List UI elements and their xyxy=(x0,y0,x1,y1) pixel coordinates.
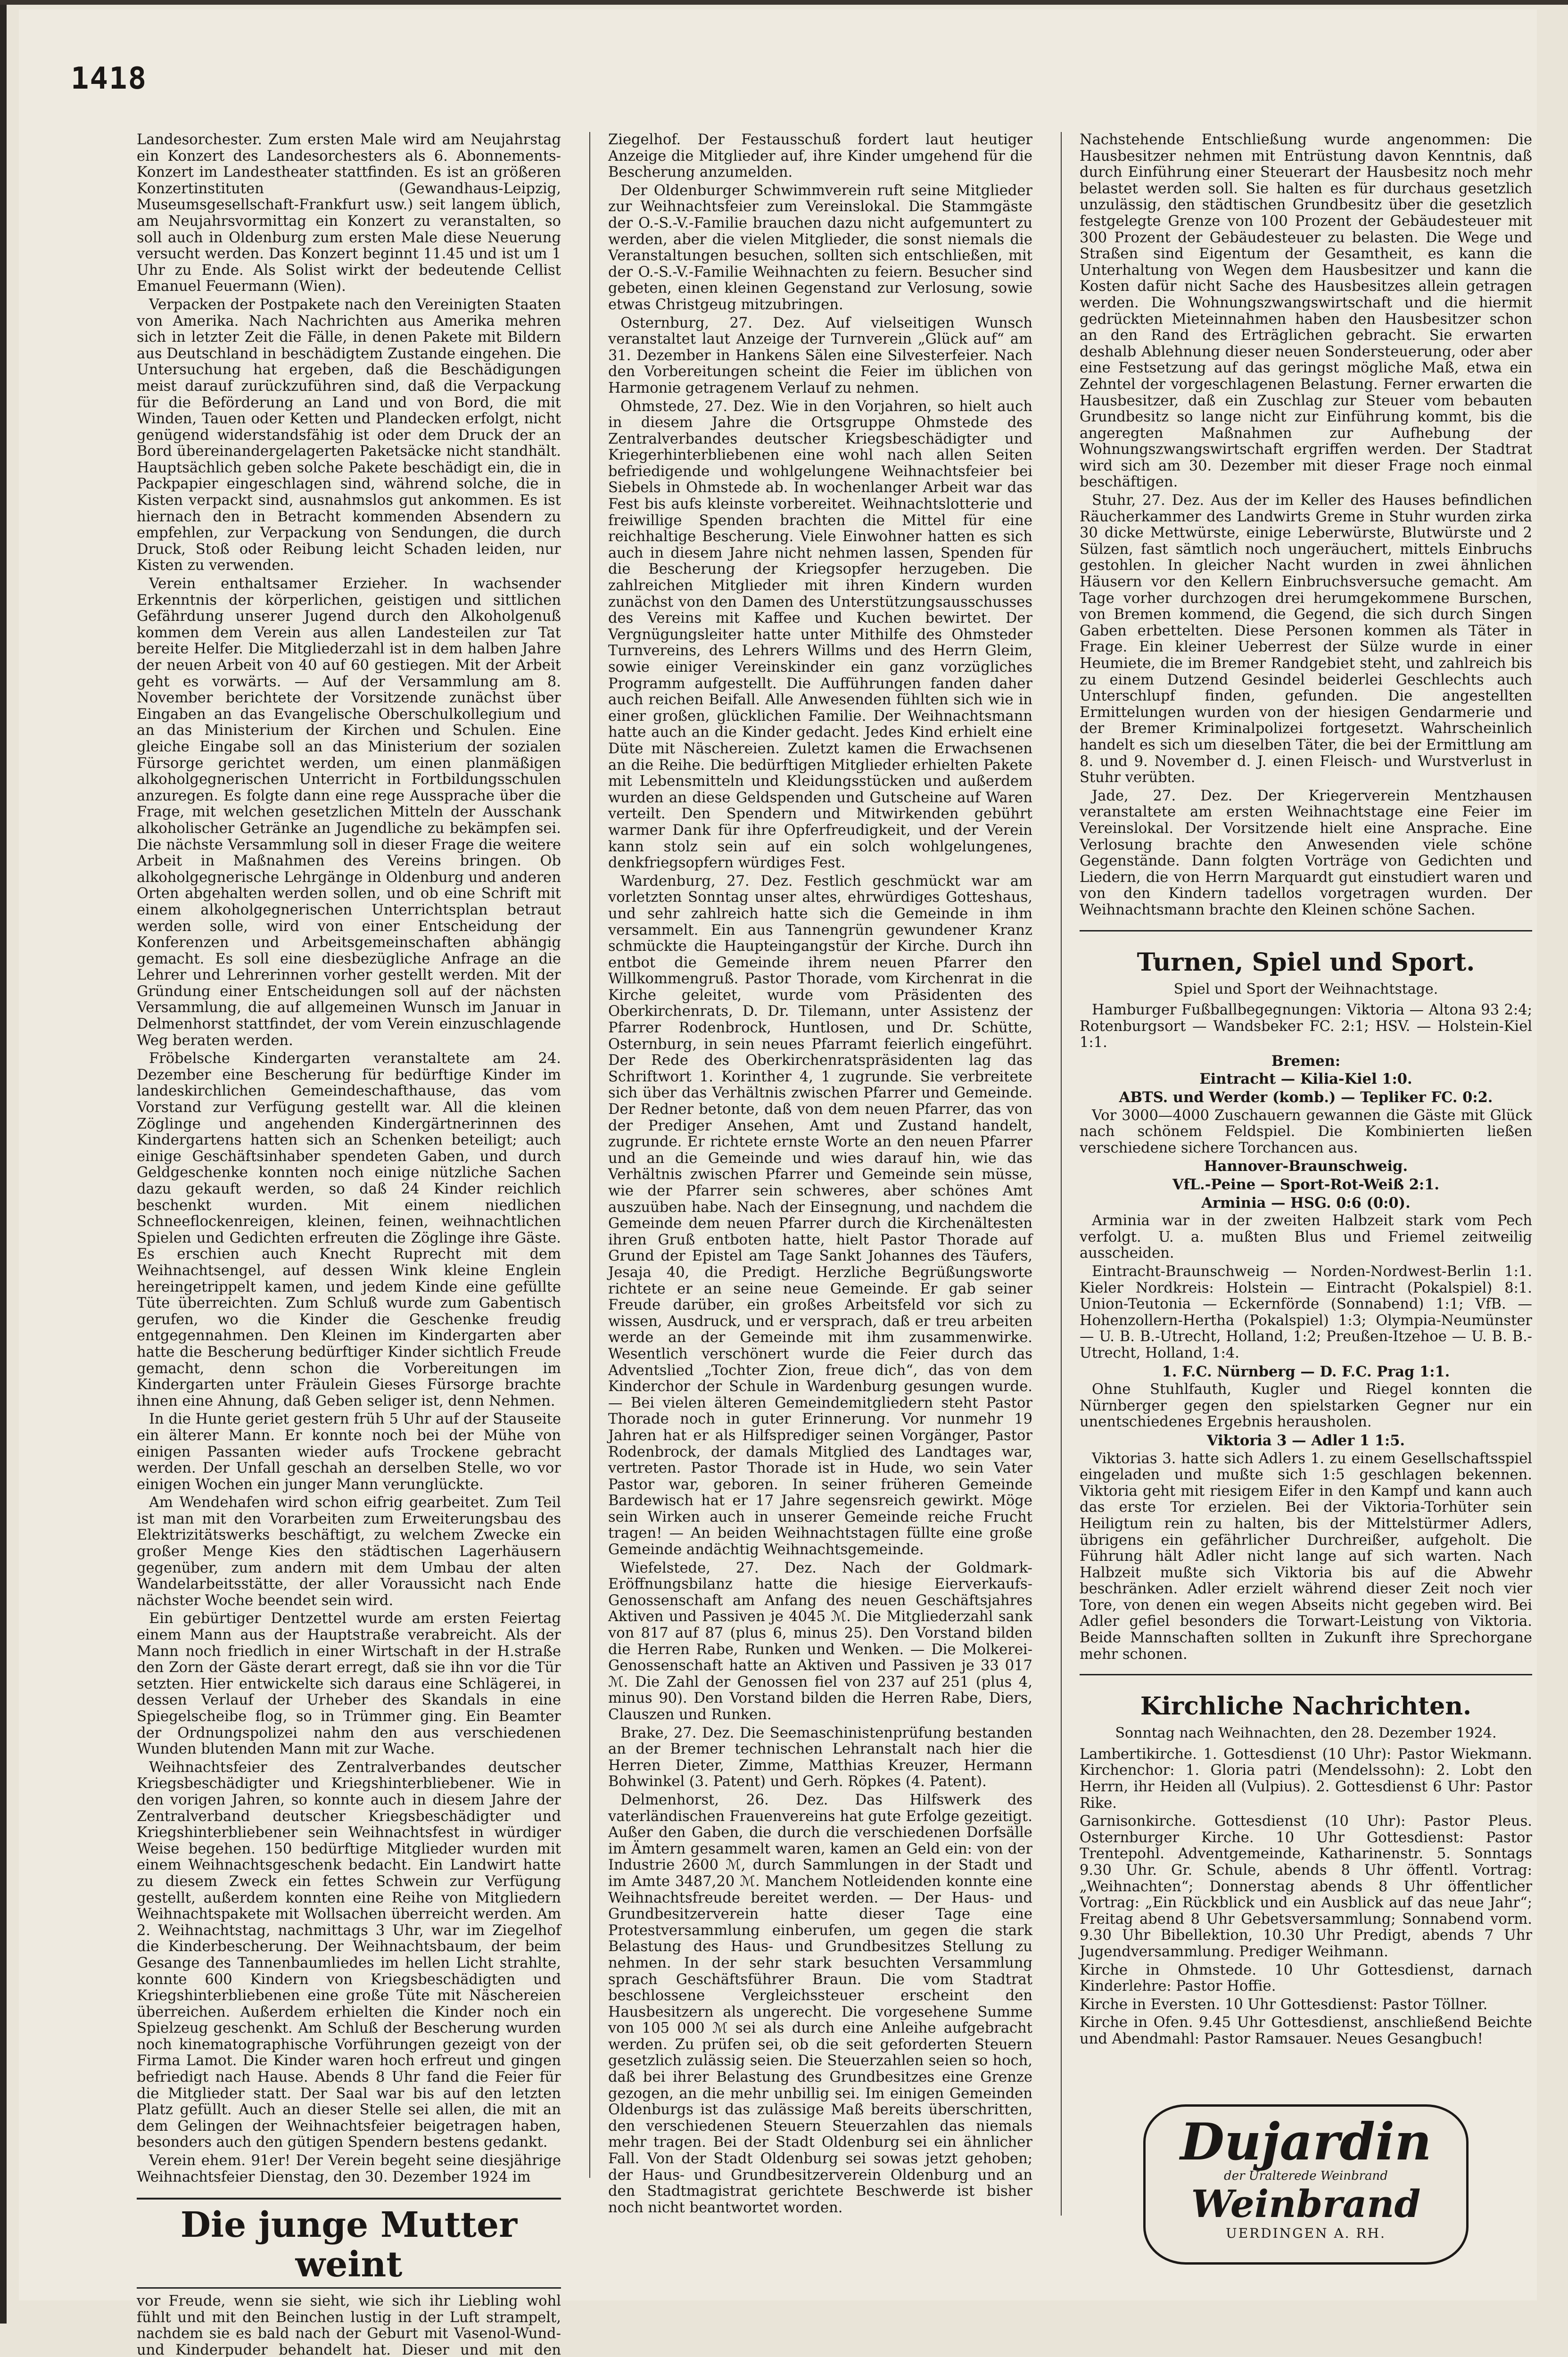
advert-city: UERDINGEN A. RH. xyxy=(1226,2225,1386,2242)
advert-product: Weinbrand xyxy=(1191,2182,1421,2226)
sport-report: Arminia war in der zweiten Halbzeit stark vom Pech verfolgt. U. a. mußten Blus und Friemel zeitweilig ausscheiden. xyxy=(1080,1212,1532,1262)
article-ziegelhof: Ziegelhof. Der Festausschuß fordert laut heutiger Anzeige die Mitglieder auf, ihre Kinder umgehend für die Bescherung anzumelden. xyxy=(608,132,1032,181)
sport-hannover-heading: Hannover-Braunschweig. xyxy=(1204,1158,1408,1175)
church-entry: Kirche in Ofen. 9.45 Uhr Gottesdienst, anschließend Beichte und Abendmahl: Pastor Ramsauer. Neues Gesangbuch! xyxy=(1080,2014,1532,2047)
section-divider xyxy=(1080,1674,1532,1675)
article-hunte: In die Hunte geriet gestern früh 5 Uhr auf der Stauseite ein älterer Mann. Er konnte noch bei der Mühe von einigen Passanten wieder aufs Trockene gebracht werden. Der Unfall geschah an derselben Stelle, wo vor einigen Wochen ein junger Mann verunglückte. xyxy=(137,1411,561,1493)
article-ohmstede: Ohmstede, 27. Dez. Wie in den Vorjahren, so hielt auch in diesem Jahre die Ortsgruppe Ohmstede des Zentralverbandes deutscher Kriegsbeschädigter und Kriegerhinterbliebenen eine wohl nach allen Seiten befriedigende und wohlgelungene Weihnachtsfeier bei Siebels in Ohmstede ab. In wochenlanger Arbeit war das Fest bis aufs kleinste vorbereitet. Weihnachtslotterie und freiwillige Spenden brachten die Mittel für eine reichhaltige Bescherung. Viele Einwohner hatten es sich auch in diesem Jahre nicht nehmen lassen, Spenden für die Bescherung der Kriegsopfer herzugeben. Die zahlreichen Mitglieder mit ihren Kindern wurden zunächst von den Damen des Unterstützungsausschusses des Vereins mit Kaffee und Kuchen bewirtet. Der Vergnügungsleiter hatte unter Mithilfe des Ohmsteder Turnvereins, des Lehrers Willms und des Herrn Gleim, sowie einiger Vereinskinder ein ganz vorzügliches Programm aufgestellt. Die Aufführungen fanden daher auch reichen Beifall. Alle Anwesenden fühlten sich wie in einer großen, glücklichen Familie. Der Weihnachtsmann hatte auch an die Kinder gedacht. Jedes Kind erhielt eine Düte mit Näschereien. Zuletzt kamen die Erwachsenen an die Reihe. Die bedürftigen Mitglieder erhielten Pakete mit Lebensmitteln und Kleidungsstücken und außerdem wurden an diese Geldspenden und Gutscheine auf Waren verteilt. Den Spendern und Mitwirkenden gebührt warmer Dank für ihre Opferfreudigkeit, und der Verein kann stolz sein auf ein solch wohlgelungenes, denkfriegsopfern würdiges Fest. xyxy=(608,398,1032,872)
article-zentralverband: Weihnachtsfeier des Zentralverbandes deutscher Kriegsbeschädigter und Kriegshinterbliebener. Wie in den vorigen Jahren, so konnte auch in diesem Jahre der Zentralverband deutscher Kriegsbeschädigter und Kriegshinterbliebener sein Weihnachtsfest in würdiger Weise begehen. 150 bedürftige Mitglieder wurden mit einem Weihnachtsgeschenk bedacht. Ein Landwirt hatte zu diesem Zweck ein fettes Schwein zur Verfügung gestellt, außerdem konnten eine Reihe von Mitgliedern Weihnachtspakete mit Wollsachen überreicht werden. Am 2. Weihnachtstag, nachmittags 3 Uhr, war im Ziegelhof die Kinderbescherung. Der Weihnachtsbaum, der beim Gesange des Tannenbaumliedes im hellen Licht strahlte, konnte 600 Kindern von Kriegsbeschädigten und Kriegshinterbliebenen eine große Tüte mit Näschereien überreichen. Außerdem erhielten die Kinder noch ein Spielzeug geschenkt. Am Schluß der Bescherung wurden noch kinematographische Vorführungen gezeigt von der Firma Lamot. Die Kinder waren hoch erfreut und gingen befriedigt nach Hause. Abends 8 Uhr fand die Feier für die Mitglieder statt. Der Saal war bis auf den letzten Platz gefüllt. Auch an dieser Stelle sei allen, die mit an dem Gelingen der Weihnachtsfeier beigetragen haben, besonders auch den gütigen Spendern bestens gedankt. xyxy=(137,1759,561,2151)
advert-headline-box xyxy=(137,2198,561,2289)
sport-report: Ohne Stuhlfauth, Kugler und Riegel konnten die Nürnberger gegen den spielstarken Gegner nur ein unentschiedenes Ergebnis herausholen. xyxy=(1080,1381,1532,1431)
sport-report: Vor 3000—4000 Zuschauern gewannen die Gäste mit Glück nach schönem Feldspiel. Die Kombinierten ließen verschiedene sichere Torchancen aus. xyxy=(1080,1107,1532,1156)
article-delmenhorst: Delmenhorst, 26. Dez. Das Hilfswerk des vaterländischen Frauenvereins hat gute Erfolge gezeitigt. Außer den Gaben, die durch die verschiedenen Dorfsälle im Ämtern gesammelt waren, kamen an Geld ein: von der Industrie 2600 ℳ, durch Sammlungen in der Stadt und im Amte 3487,20 ℳ. Manchem Notleidenden konnte eine Weihnachtsfreude bereitet werden. — Der Haus- und Grundbesitzerverein hatte dieser Tage eine Protestversammlung einberufen, um gegen die stark Belastung des Haus- und Grundbesitzes Stellung zu nehmen. In der sehr stark besuchten Versammlung sprach Geschäftsführer Braun. Die vom Stadtrat beschlossene Vergleichssteuer erscheint den Hausbesitzern als ungerecht. Die vorgesehene Summe von 105 000 ℳ sei als durch eine Anleihe aufgebracht werden. Zu prüfen sei, ob die seit geforderten Steuern gesetzlich zulässig seien. Die Steuerzahlen seien so hoch, daß bei ihrer Belastung des Grundbesitzes eine Grenze gezogen, an die mehr unbillig sei. Im einigen Gemeinden Oldenburgs ist das zulässige Maß bereits überschritten, den verschiedenen Steuern Steuerzahlen das niemals mehr tragen. Bei der Stadt Oldenburg sei ein ähnlicher Fall. Von der Stadt Oldenburg sei sowas jetzt gehoben; der Haus- und Grundbesitzerverein Oldenburg und an den Stadtmagistrat gerichtete Beschwerde ist bisher noch nicht beantwortet worden. xyxy=(608,1791,1032,2216)
article-entschliessung: Nachstehende Entschließung wurde angenommen: Die Hausbesitzer nehmen mit Entrüstung davon Kenntnis, daß durch Einführung einer Steuerart der Hausbesitz noch mehr belastet werden soll. Sie halten es für durchaus gesetzlich unzulässig, den städtischen Grundbesitz über die gesetzlich festgelegte Grenze von 100 Prozent der Gebäudesteuer mit 300 Prozent der Gebäudesteuer zu belasten. Die Wege und Straßen sind Eigentum der Gesamtheit, es kann die Unterhaltung von Wegen dem Hausbesitzer und kann die Kosten dafür nicht Sache des Hausbesitzes allein getragen werden. Die Wohnungszwangswirtschaft und die hiermit gedrückten Mieteinnahmen haben den Hausbesitzer schon an den Rand des Erträglichen gebracht. Sie erwarten deshalb Ablehnung dieser neuen Sondersteuerung, oder aber eine Festsetzung auf das geringst mögliche Maß, etwa ein Zehntel der vorgeschlagenen Belastung. Ferner erwarten die Hausbesitzer, daß ein Zuschlag zur Steuer vom bebauten Grundbesitz so lange nicht zur Einführung kommt, bis die angeregten Maßnahmen zur Aufhebung der Wohnungszwangswirtschaft ergriffen werden. Der Stadtrat wird sich am 30. Dezember mit dieser Frage noch einmal beschäftigen. xyxy=(1080,132,1532,491)
article-wendehafen: Am Wendehafen wird schon eifrig gearbeitet. Zum Teil ist man mit den Vorarbeiten zum Erweiterungsbau des Elektrizitätswerks beschäftigt, zu welchem Zwecke ein großer Menge Kies den städtischen Lagerhäusern gegenüber, zum andern mit dem Umbau der alten Wandelarbeitsstätte, der aller Voraussicht nach Ende nächster Woche beendet sein wird. xyxy=(137,1494,561,1609)
article-schwimmverein: Der Oldenburger Schwimmverein ruft seine Mitglieder zur Weihnachtsfeier zum Vereinslokal. Die Stammgäste der O.-S.-V.-Familie brauchen dazu nicht aufgemuntert zu werden, aber die vielen Mitglieder, die sonst niemals die Veranstaltungen besuchen, sollten sich entschließen, mit der O.-S.-V.-Familie Weihnachten zu feiern. Besucher sind gebeten, einen kleinen Gegenstand zur Verlosung, sowie etwas Christgeug mitzubringen. xyxy=(608,182,1032,313)
sport-result: ABTS. und Werder (komb.) — Tepliker FC. 0:2. xyxy=(1119,1089,1493,1106)
sport-result: 1. F.C. Nürnberg — D. F.C. Prag 1:1. xyxy=(1162,1363,1450,1380)
advert-headline: Die junge Mutter weint xyxy=(180,2205,518,2285)
article-kindergarten: Fröbelsche Kindergarten veranstaltete am 24. Dezember eine Bescherung für bedürftige Kinder im landeskirchlichen Gemeindeschafthause, das vom Vorstand zur Verfügung gestellt war. All die kleinen Zöglinge und angehenden Kindergärtnerinnen des Kindergartens hatten sich an Schenken beteiligt; auch einige Geschäftsinhaber spendeten Gaben, und durch Geldgeschenke konnten noch einige nützliche Sachen dazu gekauft werden, so daß 24 Kinder reichlich beschenkt wurden. Mit einem niedlichen Schneeflockenreigen, kleinen, feinen, weihnachtlichen Spielen und Gedichten erfreuten die Zöglinge ihre Gäste. Es erschien auch Knecht Ruprecht mit dem Weihnachtsengel, auf dessen Wink kleine Englein hereingetrippelt kamen, und jedem Kinde eine gefüllte Tüte überreichten. Zum Schluß wurde zum Gabentisch gerufen, wo die Kinder die Geschenke freudig entgegennahmen. Den Kleinen im Kindergarten aber hatte die Bescherung bedürftiger Kinder sichtlich Freude gemacht, denn schon die Vorbereitungen im Kindergarten unter Fräulein Gieses Fürsorge brachte ihnen eine Ahnung, daß Geben seliger ist, denn Nehmen. xyxy=(137,1050,561,1409)
advert-text: vor Freude, wenn sie sieht, wie sich ihr Liebling wohl fühlt und mit den Beinchen lustig in der Luft strampelt, nachdem sie es bald nach der Geburt mit Vasenol-Wund- und Kinderpuder behandelt hat. Dieser und mit den xyxy=(137,2293,561,2357)
article-landesorchester: Landesorchester. Zum ersten Male wird am Neujahrstag ein Konzert des Landesorchesters als 6. Abonnements-Konzert im Landestheater stattfinden. Es ist an größeren Konzertinstituten (Gewandhaus-Leipzig, Museumsgesellschaft-Frankfurt usw.) seit langem üblich, am Neujahrsvormittag ein Konzert zu veranstalten, so soll auch in Oldenburg zum ersten Male diese Neuerung versucht werden. Das Konzert beginnt 11.45 und ist um 1 Uhr zu Ende. Als Solist wirkt der bedeutende Cellist Emanuel Feuermann (Wien). xyxy=(137,132,561,295)
scan-edge xyxy=(0,0,7,2324)
column-rule xyxy=(1061,132,1062,2216)
article-wiefelstede: Wiefelstede, 27. Dez. Nach der Goldmark-Eröffnungsbilanz hatte die hiesige Eierverkaufs-Genossenschaft am Anfang des neuen Geschäftsjahres Aktiven und Passiven je 4045 ℳ. Die Mitgliederzahl sank von 817 auf 87 (plus 6, minus 25). Den Vorstand bilden die Herren Rabe, Runken und Wenken. — Die Molkerei-Genossenschaft hatte an Aktiven und Passiven je 33 017 ℳ. Die Zahl der Genossen fiel von 237 auf 251 (plus 4, minus 90). Den Vorstand bilden die Herren Rabe, Diers, Clauszen und Runken. xyxy=(608,1559,1032,1723)
article-wardenburg: Wardenburg, 27. Dez. Festlich geschmückt war am vorletzten Sonntag unser altes, ehrwürdiges Gotteshaus, und sehr zahlreich hatte sich die Gemeinde in ihm versammelt. Ein aus Tannengrün gewundener Kranz schmückte die Haupteingangstür der Kirche. Durch ihn entbot die Gemeinde ihrem neuen Pfarrer den Willkommengruß. Pastor Thorade, vom Kirchenrat in die Kirche geleitet, wurde vom Präsidenten des Oberkirchenrats, D. Dr. Tilemann, unter Assistenz der Pfarrer Rodenbrock, Huntlosen, und Dr. Schütte, Osternburg, in sein neues Pfarramt feierlich eingeführt. Der Rede des Oberkirchenratspräsidenten lag das Schriftwort 1. Korinther 4, 1 zugrunde. Sie verbreitete sich über das Verhältnis zwischen Pfarrer und Gemeinde. Der Redner betonte, daß von dem neuen Pfarrer, das von der Prediger Ansehen, Amt und Zustand handelt, zugrunde. Er richtete ernste Worte an den neuen Pfarrer und an die Gemeinde und wies darauf hin, wie das Verhältnis zwischen Pfarrer und Gemeinde sein müsse, wie der Pfarrer sein schweres, aber schönes Amt auszuüben habe. Nach der Einsegnung, und nachdem die Gemeinde dem neuen Pfarrer durch die Kirchenältesten ihren Gruß entboten hatte, hielt Pastor Thorade auf Grund der Epistel am Tage Sankt Johannes des Täufers, Jesaja 40, die Predigt. Herzliche Begrüßungsworte richtete er an seine neue Gemeinde. Er gab seiner Freude darüber, ein großes Arbeitsfeld vor sich zu wissen, Ausdruck, und er versprach, daß er treu arbeiten werde an der Gemeinde mit ihm zusammenwirke. Wesentlich verschönert wurde die Feier durch das Adventslied „Tochter Zion, freue dich“, das von dem Kinderchor der Schule in Wardenburg gesungen wurde. — Bei vielen älteren Gemeindemitgliedern steht Pastor Thorade noch in guter Erinnerung. Vor nunmehr 19 Jahren hat er als Hilfsprediger seinen Vorgänger, Pastor Rodenbrock, der damals Mitglied des Landtages war, vertreten. Pastor Thorade ist in Hude, wo sein Vater Pastor war, geboren. In seiner früheren Gemeinde Bardewisch hat er 17 Jahre segensreich gewirkt. Möge sein Wirken auch in unserer Gemeinde reiche Frucht tragen! — An beiden Weihnachtstagen füllte eine große Gemeinde andächtig Weihnachtsgemeinde. xyxy=(608,873,1032,1558)
church-entry: Kirche in Eversten. 10 Uhr Gottesdienst: Pastor Töllner. xyxy=(1080,1996,1488,2013)
church-entry: Lambertikirche. 1. Gottesdienst (10 Uhr): Pastor Wiekmann. Kirchenchor: 1. Gloria patri (Mendelssohn): 2. Lobt den Herrn, ihr Heiden all (Vulpius). 2. Gottesdienst 6 Uhr: Pastor Rike. xyxy=(1080,1746,1532,1812)
column-rule xyxy=(589,132,590,2178)
article-stuhr: Stuhr, 27. Dez. Aus der im Keller des Hauses befindlichen Räucherkammer des Landwirts Greme in Stuhr wurden zirka 30 dicke Mettwürste, einige Leberwürste, Blutwürste und 2 Sülzen, fast sämtlich noch ungeräuchert, mittels Einbruchs gestohlen. In gleicher Nacht wurden in zwei ähnlichen Häusern vor den Kellern Einbruchsversuche gemacht. Am Tage vorher durchzogen drei herumgekommene Burschen, von Bremen kommend, die Gegend, die sich durch Singen Gaben erbettelten. Diese Personen kommen als Täter in Frage. Ein kleiner Ueberrest der Sülze wurde in einer Heumiete, die im Bremer Randgebiet steht, und zahlreich bis zu einem Dutzend Gesindel beiderlei Geschlechts auch Unterschlupf finden, gefunden. Die angestellten Ermittelungen wurden von der hiesigen Gendarmerie und der Bremer Kriminalpolizei fortgesetzt. Wahrscheinlich handelt es sich um dieselben Täter, die bei der Ermittlung am 8. und 9. November d. J. einen Fleisch- und Wurstverlust in Stuhr verübten. xyxy=(1080,492,1532,786)
sport-result: Viktoria 3 — Adler 1 1:5. xyxy=(1206,1432,1405,1449)
sport-result: VfL.-Peine — Sport-Rot-Weiß 2:1. xyxy=(1172,1176,1440,1194)
advert-tagline: der Uralterede Weinbrand xyxy=(1224,2168,1388,2183)
advert-brand: Dujardin xyxy=(1180,2112,1432,2172)
article-jade: Jade, 27. Dez. Der Kriegerverein Mentzhausen veranstaltete am ersten Weihnachtstage eine Feier im Vereinslokal. Der Vorsitzende hielt eine Ansprache. Eine Verlosung brachte den Anwesenden viele schöne Gegenstände. Dann folgten Vorträge von Gedichten und Liedern, die von Herrn Marquardt gut einstudiert waren und von den Kindern tadellos vorgetragen wurden. Der Weihnachtsmann brachte den Kleinen schöne Sachen. xyxy=(1080,787,1532,918)
column-2 xyxy=(608,132,1032,2218)
church-entry: Garnisonkirche. Gottesdienst (10 Uhr): Pastor Pleus. Osternburger Kirche. 10 Uhr Gottesdienst: Pastor Trentepohl. Adventgemeinde, Katharinenstr. 5. Sonntags 9.30 Uhr. Gr. Schule, abends 8 Uhr öffentl. Vortrag: „Weihnachten“; Donnerstag abends 8 Uhr öffentlicher Vortrag: „Ein Rückblick und ein Ausblick auf das neue Jahr“; Freitag abend 8 Uhr Gebetsversammlung; Sonnabend vorm. 9.30 Uhr Bibellektion, 10.30 Uhr Predigt, abends 7 Uhr Jugendversammlung. Prediger Weihmann. xyxy=(1080,1813,1532,1960)
page-number: 1418 xyxy=(71,61,148,96)
sport-result: Arminia — HSG. 0:6 (0:0). xyxy=(1201,1194,1411,1211)
newspaper-page xyxy=(19,9,1537,2357)
article-dentzettel: Ein gebürtiger Dentzettel wurde am ersten Feiertag einem Mann aus der Hauptstraße verabreicht. Als der Mann noch friedlich in einer Wirtschaft in der H.straße den Zorn der Gäste derart erregt, daß sie ihn vor die Tür setzten. Hier entwickelte sich daraus eine Schlägerei, in dessen Verlauf der Urheber des Skandals in eine Spiegelscheibe flog, so in Trümmer ging. Ein Beamter der Ordnungspolizei nahm den aus verschiedenen Wunden blutenden Mann mit zur Wache. xyxy=(137,1610,561,1758)
article-verein-91er: Verein ehem. 91er! Der Verein begeht seine diesjährige Weihnachtsfeier Dienstag, den 30. Dezember 1924 im xyxy=(137,2152,561,2185)
sport-section-subtitle: Spiel und Sport der Weihnachtstage. xyxy=(1173,981,1438,997)
sport-bremen-heading: Bremen: xyxy=(1271,1052,1341,1070)
column-3 xyxy=(1080,132,1532,2265)
church-section-subtitle: Sonntag nach Weihnachten, den 28. Dezember 1924. xyxy=(1115,1725,1497,1742)
column-1 xyxy=(137,132,561,2357)
sport-section-title: Turnen, Spiel und Sport. xyxy=(1137,948,1475,977)
article-brake: Brake, 27. Dez. Die Seemaschinistenprüfung bestanden an der Bremer technischen Lehranstalt nach hier die Herren Dieter, Zimme, Matthias Kreuzer, Hermann Bohwinkel (3. Patent) und Gerh. Röpkes (4. Patent). xyxy=(608,1724,1032,1790)
scan-edge-top xyxy=(0,0,1568,5)
article-osternburg: Osternburg, 27. Dez. Auf vielseitigen Wunsch veranstaltet laut Anzeige der Turnverein „Glück auf“ am 31. Dezember in Hankens Sälen eine Silvesterfeier. Nach den Vorbereitungen scheint die Feier im üblichen von Harmonie getragenem Verlauf zu nehmen. xyxy=(608,314,1032,396)
dujardin-advert xyxy=(1143,2104,1469,2265)
article-erzieher: Verein enthaltsamer Erzieher. In wachsender Erkenntnis der körperlichen, geistigen und sittlichen Gefährdung unserer Jugend durch den Alkoholgenuß kommen dem Verein aus allen Landesteilen zur Tat bereite Helfer. Die Mitgliederzahl ist in dem halben Jahre der neuen Arbeit von 40 auf 60 gestiegen. Mit der Arbeit geht es vorwärts. — Auf der Versammlung am 8. November berichtete der Vorsitzende zunächst über Eingaben an das Evangelische Oberschulkollegium und an das Ministerium der Kirchen und Schulen. Eine gleiche Eingabe soll an das Ministerium der sozialen Fürsorge gerichtet werden, um einen planmäßigen alkoholgegnerischen Unterricht in Fortbildungsschulen anzuregen. Es folgte dann eine rege Aussprache über die Frage, mit welchen gesetzlichen Mitteln der Ausschank alkoholischer Getränke an Jugendliche zu bekämpfen sei. Die nächste Versammlung soll in dieser Frage die weitere Arbeit in Maßnahmen des Vereins bringen. Ob alkoholgegnerische Lehrgänge in Oldenburg und anderen Orten abgehalten werden sollen, und ob eine Schrift mit einem alkoholgegnerischen Unterrichtsplan betraut werden solle, wird von einer Entscheidung der Konferenzen und Arbeitsgemeinschaften abhängig gemacht. Es soll eine diesbezügliche Anfrage an die Lehrer und Lehrerinnen vorher gestellt werden. Mit der Gründung einer Entscheidungen soll auf der nächsten Versammlung, die auf allgemeinen Wunsch im Januar in Delmenhorst stattfindet, der vom Verein einzuschlagende Weg beraten werden. xyxy=(137,576,561,1049)
church-entry: Kirche in Ohmstede. 10 Uhr Gottesdienst, darnach Kinderlehre: Pastor Hoffie. xyxy=(1080,1961,1532,1995)
sport-report: Eintracht-Braunschweig — Norden-Nordwest-Berlin 1:1. Kieler Nordkreis: Holstein — Eintracht (Pokalspiel) 8:1. Union-Teutonia — Eckernförde (Sonnabend) 1:1; VfB. — Hohenzollern-Hertha (Pokalspiel) 1:3; Olympia-Neumünster — U. B. B.-Utrecht, Holland, 1:2; Preußen-Itzehoe — U. B. B.-Utrecht, Holland, 1:4. xyxy=(1080,1263,1532,1361)
section-divider xyxy=(1080,930,1532,931)
church-section-title: Kirchliche Nachrichten. xyxy=(1140,1692,1472,1721)
sport-report: Viktorias 3. hatte sich Adlers 1. zu einem Gesellschaftsspiel eingeladen und mußte sich 1:5 geschlagen bekennen. Viktoria geht mit riesigem Eifer in den Kampf und kann auch das erste Tor erzielen. Bei der Viktoria-Torhüter sein Heiligtum rein zu halten, bis der Mittelstürmer Adlers, übrigens ein gefährlicher Durchreißer, aufgeholt. Die Führung hält Adler nicht lange auf sich warten. Nach Halbzeit mußte sich Viktoria bis auf die Abwehr beschränken. Adler erzielt während dieser Zeit noch vier Tore, von denen ein wegen Abseits nicht gegeben wird. Bei Adler gefiel besonders die Torwart-Leistung von Viktoria. Beide Mannschaften sollten in Zukunft ihre Sprechorgane mehr schonen. xyxy=(1080,1450,1532,1663)
article-postpakete: Verpacken der Postpakete nach den Vereinigten Staaten von Amerika. Nach Nachrichten aus Amerika mehren sich in letzter Zeit die Fälle, in denen Pakete mit Bildern aus Deutschland in beschädigtem Zustande eingehen. Die Untersuchung hat ergeben, daß die Beschädigungen meist darauf zurückzuführen sind, daß die Verpackung für die Beförderung an Land und von Bord, die mit Winden, Tauen oder Ketten und Plandecken erfolgt, nicht genügend widerstandsfähig ist oder dem Druck der an Bord übereinandergelagerten Paketsäcke nicht standhält. Hauptsächlich geben solche Pakete beschädigt ein, die in Packpapier eingeschlagen sind, während solche, die in Kisten verpackt sind, ausnahmslos gut ankommen. Es ist hiernach den in Betracht kommenden Absendern zu empfehlen, zur Verpackung von Sendungen, die durch Druck, Stoß oder Reibung leicht Schaden leiden, nur Kisten zu verwenden. xyxy=(137,296,561,574)
sport-result: Eintracht — Kilia-Kiel 1:0. xyxy=(1199,1071,1412,1088)
sport-hamburg: Hamburger Fußballbegegnungen: Viktoria — Altona 93 2:4; Rotenburgsort — Wandsbeker FC. 2:1; HSV. — Holstein-Kiel 1:1. xyxy=(1080,1002,1532,1051)
